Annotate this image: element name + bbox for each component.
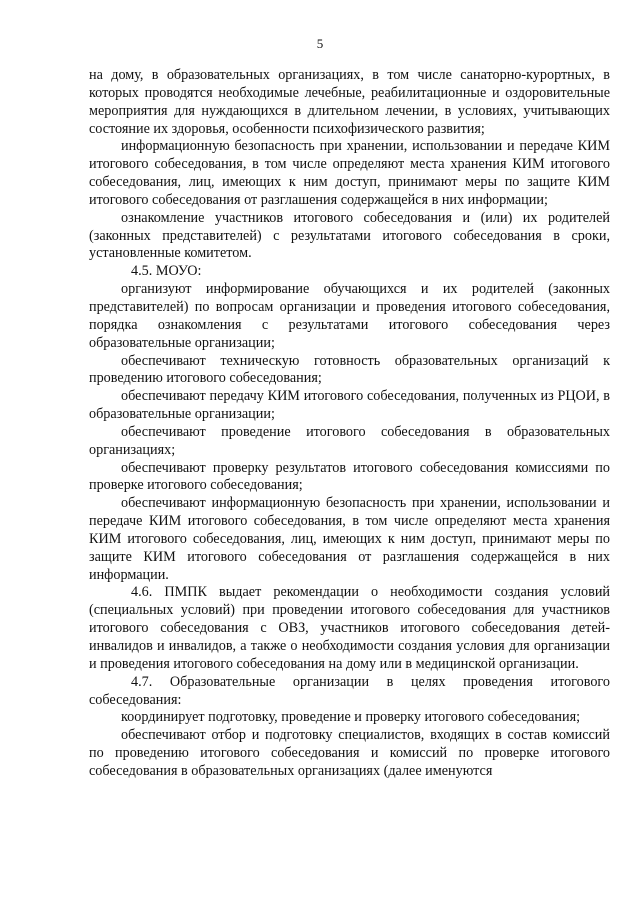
page-number: 5 bbox=[316, 36, 324, 51]
paragraph-technical-readiness: обеспечивают техническую готовность образовательных организаций к проведению итогового собеседования; bbox=[89, 352, 610, 387]
paragraph-continuation: на дому, в образовательных организациях, в том числе санаторно-курортных, в которых проводятся необходимые лечебные, реабилитационные и оздоровительные мероприятия для нуждающихся в длительном лечении, в условиях, учитывающих состояние их здоровья, особенности психофизического развития; bbox=[89, 67, 610, 137]
document-body bbox=[89, 67, 610, 781]
paragraph-specialist-selection: обеспечивают отбор и подготовку специалистов, входящих в состав комиссий по проведению итогового собеседования и комиссий по проверке итогового собеседования в образовательных организациях (далее именуются bbox=[89, 727, 610, 779]
paragraph-coordinates: координирует подготовку, проведение и проверку итогового собеседования; bbox=[121, 709, 581, 726]
paragraph-kim-transfer: обеспечивают передачу КИМ итогового собеседования, полученных из РЦОИ, в образовательные организации; bbox=[89, 388, 610, 423]
paragraph-conduct-interview: обеспечивают проведение итогового собеседования в образовательных организациях; bbox=[89, 423, 610, 458]
paragraph-results-familiarization: ознакомление участников итогового собеседования и (или) их родителей (законных представителей) с результатами итогового собеседования в сроки, установленные комитетом. bbox=[89, 209, 610, 262]
paragraph-info-security: информационную безопасность при хранении, использовании и передаче КИМ итогового собеседования, в том числе определяют места хранения КИМ итогового собеседования, лиц, имеющих к ним доступ, принимают меры по защите КИМ итогового собеседования от разглашения содержащейся в них информации; bbox=[89, 138, 610, 208]
paragraph-organize-informing: организуют информирование обучающихся и их родителей (законных представителей) по вопросам организации и проведения итогового собеседования, порядка ознакомления с результатами итогового собеседования через образовательные организации; bbox=[89, 281, 610, 351]
section-heading-4-5: 4.5. МОУО: bbox=[131, 263, 202, 280]
section-4-6-pmpk: 4.6. ПМПК выдает рекомендации о необходимости создания условий (специальных условий) при проведении итогового собеседования для участников итогового собеседования с ОВЗ, участников итогового собеседования детей-инвалидов и инвалидов, а также о необходимости создания условия для организации и проведения итогового собеседования на дому или в медицинской организации. bbox=[89, 584, 610, 672]
section-heading-4-7: 4.7. Образовательные организации в целях проведения итогового собеседования: bbox=[89, 673, 610, 708]
paragraph-kim-security: обеспечивают информационную безопасность при хранении, использовании и передаче КИМ итогового собеседования, в том числе определяют места хранения КИМ итогового собеседования, лиц, имеющих к ним доступ, принимают меры по защите КИМ итогового собеседования от разглашения содержащейся в них информации. bbox=[89, 495, 610, 583]
paragraph-results-check: обеспечивают проверку результатов итогового собеседования комиссиями по проверке итогового собеседования; bbox=[89, 459, 610, 494]
